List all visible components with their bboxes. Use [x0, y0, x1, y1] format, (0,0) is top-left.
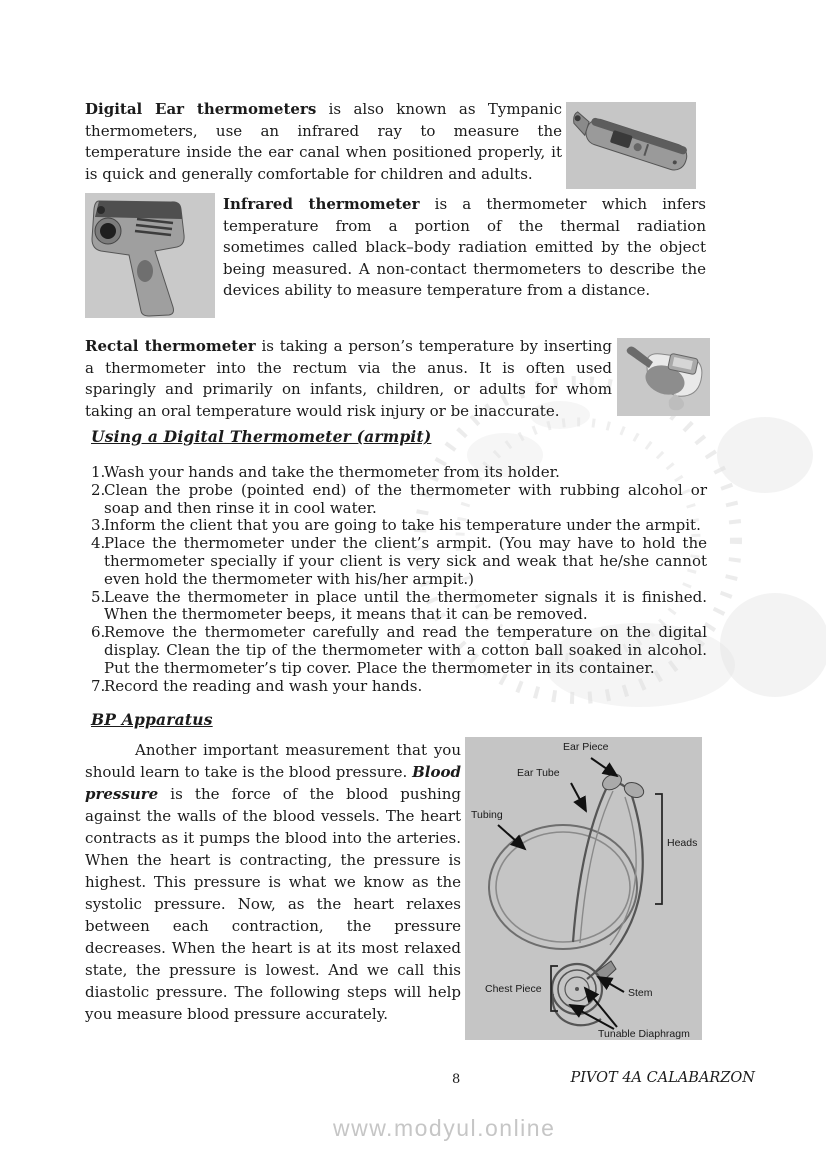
- step-item-5: [91, 589, 707, 625]
- step-text: Inform the client that you are going to take his temperature under the armpit.: [104, 516, 701, 535]
- paragraph-text: is also known as Tympanic thermometers, use an infrared ray to measure the temperature inside the ear canal when positioned properly, it is quick and generally comfortable for children and adults.: [85, 100, 562, 183]
- step-text: Remove the thermometer carefully and read the temperature on the digital display. Clean the tip of the thermometer with a cotton ball soaked in alcohol. Put the thermometer’s tip cover. Place the thermometer in its container.: [104, 623, 707, 677]
- label-tubing: Tubing: [471, 809, 503, 821]
- step-item-4: [91, 535, 707, 588]
- paragraph-rectal-thermometer: [85, 336, 612, 422]
- label-stem: Stem: [628, 987, 653, 999]
- label-heads: Heads: [667, 837, 698, 849]
- step-text: Place the thermometer under the client’s armpit. (You may have to hold the thermometer specially if your client is very sick and weak that he/she cannot even hold the thermometer with his/her armpit.): [104, 534, 707, 588]
- step-number: 7.: [91, 676, 106, 695]
- stethoscope-diagram: [465, 737, 702, 1040]
- step-number: 5.: [91, 587, 106, 606]
- step-number: 3.: [91, 516, 106, 535]
- step-item-7: [91, 678, 707, 696]
- rectal-thermometer-image: [617, 338, 710, 416]
- paragraph-text: is the force of the blood pushing against the walls of the blood vessels. The heart contracts as it pumps the blood into the arteries. When the heart is contracting, the pressure is highest. This pressure is what we know as the systolic pressure. Now, as the heart relaxes between each contraction, the pressure decreases. When the heart is at its most relaxed state, the pressure is lowest. And we call this diastolic pressure. The following steps will help you measure blood pressure accurately.: [85, 785, 461, 1023]
- section-heading-using-digital-thermometer: Using a Digital Thermometer (armpit): [91, 427, 432, 446]
- step-text: Leave the thermometer in place until the thermometer signals it is finished. When the thermometer beeps, it means that it can be removed.: [104, 587, 707, 624]
- paragraph-infrared-thermometer: [223, 194, 706, 302]
- paragraph-text: Another important measurement that you should learn to take is the blood pressure.: [85, 741, 461, 781]
- paragraph-blood-pressure: [85, 739, 461, 1025]
- step-item-3: [91, 517, 707, 535]
- step-item-2: [91, 482, 707, 518]
- term-digital-ear-thermometer: Digital Ear thermometers: [85, 100, 317, 118]
- label-chest-piece: Chest Piece: [485, 983, 542, 995]
- step-text: Record the reading and wash your hands.: [104, 676, 423, 695]
- infrared-thermometer-image: [85, 193, 215, 318]
- paragraph-text: is taking a person’s temperature by inserting a thermometer into the rectum via the anus. It is often used sparingly and primarily on infants, children, or adults for whom taking an oral temperature would risk injury or be inaccurate.: [85, 337, 612, 420]
- step-text: Wash your hands and take the thermometer from its holder.: [104, 463, 560, 481]
- section-heading-bp-apparatus: BP Apparatus: [91, 710, 213, 729]
- step-number: 2.: [91, 480, 106, 499]
- step-number: 4.: [91, 534, 106, 553]
- term-infrared-thermometer: Infrared thermometer: [223, 195, 420, 213]
- ear-thermometer-image: [566, 102, 696, 189]
- label-ear-piece: Ear Piece: [563, 741, 609, 753]
- label-tunable-diaphragm: Tunable Diaphragm: [598, 1028, 690, 1040]
- footer-imprint: PIVOT 4A CALABARZON: [570, 1070, 755, 1086]
- site-watermark: www.modyul.online: [333, 1115, 556, 1141]
- step-number: 6.: [91, 623, 106, 642]
- label-ear-tube: Ear Tube: [517, 767, 560, 779]
- step-number: 1.: [91, 463, 106, 481]
- step-item-1: [91, 464, 707, 482]
- term-rectal-thermometer: Rectal thermometer: [85, 337, 256, 355]
- digital-thermometer-steps-list: [91, 464, 707, 695]
- page-number: 8: [452, 1072, 461, 1087]
- step-item-6: [91, 624, 707, 677]
- paragraph-digital-ear-thermometer: [85, 99, 562, 185]
- step-text: Clean the probe (pointed end) of the thermometer with rubbing alcohol or soap and then rinse it in cool water.: [104, 480, 707, 517]
- term-blood-pressure: Blood pressure: [85, 763, 461, 803]
- paragraph-text: is a thermometer which infers temperature from a portion of the thermal radiation sometimes called black–body radiation emitted by the object being measured. A non-contact thermometers to describe the devices ability to measure temperature from a distance.: [223, 195, 706, 299]
